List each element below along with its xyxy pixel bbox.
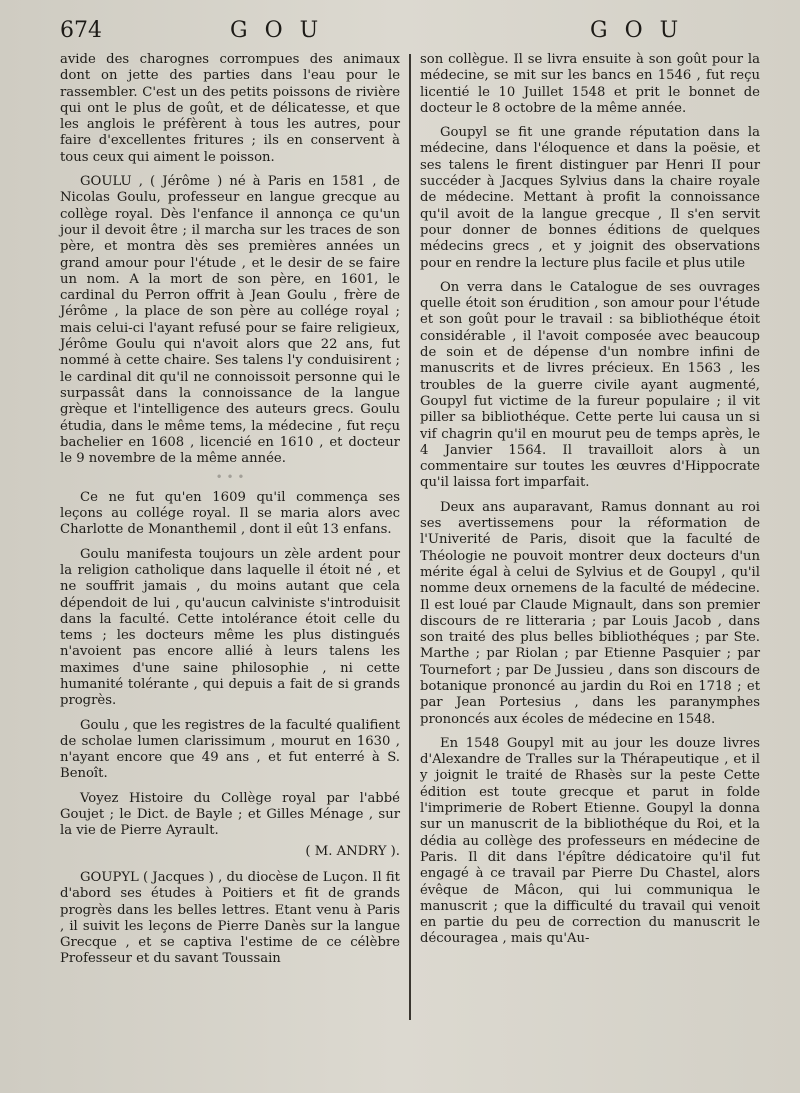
right-column [420, 52, 760, 956]
running-head-right: G O U [590, 18, 684, 43]
entry-goupyl: GOUPYL ( Jacques ) , du diocèse de Luçon. Il fit d'abord ses études à Poitiers et fit de grands progrès dans les belles lettres. Etant venu à Paris , il suivit les leçons de Pierre Danès sur la langue Grecque , et se captiva l'estime de ce célèbre Professeur et du savant Toussain [60, 869, 400, 967]
bleed-through: • • • [215, 470, 245, 485]
paragraph: son collègue. Il se livra ensuite à son goût pour la médecine, se mit sur les bancs en 1546 , fut reçu licentié le 10 Juillet 1548 et prit le bonnet de docteur le 8 octobre de la même année. [420, 52, 760, 116]
left-column [60, 52, 400, 976]
paragraph: Deux ans auparavant, Ramus donnant au roi ses avertissemens pour la réformation de l'Univerité de Paris, disoit que la faculté de Théologie ne pouvoit montrer deux docteurs d'un mérite égal à celui de Sylvius et de Goupyl , qu'il nomme deux ornemens de la faculté de médecine. Il est loué par Claude Mignault, dans son premier discours de re litteraria ; par Louis Jacob , dans son traité des plus belles bibliothéques ; par Ste. Marthe ; par Riolan ; par Etienne Pasquier ; par Tournefort ; par De Jussieu , dans son discours de botanique prononcé au jardin du Roi en 1718 ; et par Jean Portesius , dans les paranymphes prononcés aux écoles de médecine en 1548. [420, 499, 760, 727]
paragraph: En 1548 Goupyl mit au jour les douze livres d'Alexandre de Tralles sur la Thérapeutique , et il y joignit le traité de Rhasès sur la peste Cette édition est toute grecque et parut in folde l'imprimerie de Robert Etienne. Goupyl la donna sur un manuscrit de la bibliothéque du Roi, et la dédia au collège des professeurs en médecine de Paris. Il dit dans l'épître dédicatoire qu'il fut engagé à ce travail par Pierre Du Chastel, alors évêque de Mâcon, qui lui communiqua le manuscrit ; que la difficulté du travail qui venoit en partie du peu de correction du manuscrit le découragea , mais qu'Au- [420, 735, 760, 947]
page-number: 674 [60, 18, 102, 43]
paragraph: Goulu , que les registres de la faculté qualifient de scholae lumen clarissimum , mourut en 1630 , n'ayant encore que 49 ans , et fut enterré à S. Benoît. [60, 717, 400, 782]
paragraph: Goupyl se fit une grande réputation dans la médecine, dans l'éloquence et dans la poësie, et ses talens le firent distinguer par Henri II pour succéder à Jacques Sylvius dans la chaire royale de médecine. Mettant à profit la connoissance qu'il avoit de la langue grecque , Il s'en servit pour donner de bonnes éditions de quelques médecins grecs , et y joignit des observations pour en rendre la lecture plus facile et plus utile [420, 125, 760, 271]
paragraph: Goulu manifesta toujours un zèle ardent pour la religion catholique dans laquelle il étoit né , et ne souffrit jamais , du moins autant que cela dépendoit de lui , qu'aucun calviniste s'introduisit dans la faculté. Cette intolérance étoit celle du tems ; les docteurs même les plus distingués n'avoient pas encore allié à leurs talens les maximes d'une saine philosophie , ni cette humanité tolérante , qui depuis a fait de si grands progrès. [60, 546, 400, 709]
page-header [0, 14, 800, 50]
author-signature: ( M. ANDRY ). [305, 843, 400, 859]
running-head-left: G O U [230, 18, 324, 43]
column-divider [409, 54, 411, 1020]
entry-goulu: GOULU , ( Jérôme ) né à Paris en 1581 , de Nicolas Goulu, professeur en langue grecque au collège royal. Dès l'enfance il annonça ce qu'un jour il devoit être ; il marcha sur les traces de son père, et montra dès ses premières années un grand amour pour l'étude , et le desir de se faire un nom. A la mort de son père, en 1601, le cardinal du Perron offrit à Jean Goulu , frère de Jérôme , la place de son père au collége royal ; mais celui-ci l'ayant refusé pour se faire religieux, Jérôme Goulu qui n'avoit alors que 22 ans, fut nommé à cette chaire. Ses talens l'y conduisirent ; le cardinal dit qu'il ne connoissoit personne qui le surpassât dans la connoissance de la langue grèque et l'intelligence des auteurs grecs. Goulu étudia, dans le même tems, la médecine , fut reçu bachelier en 1608 , licencié en 1610 , et docteur le 9 novembre de la même année. [60, 174, 400, 467]
paragraph: Ce ne fut qu'en 1609 qu'il commença ses leçons au collége royal. Il se maria alors avec Charlotte de Monanthemil , dont il eût 13 enfans. [60, 489, 400, 538]
paragraph: On verra dans le Catalogue de ses ouvrages quelle étoit son érudition , son amour pour l'étude et son goût pour le travail : sa bibliothéque étoit considérable , il l'avoit composée avec beaucoup de soin et de dépense d'un nombre infini de manuscrits et de livres précieux. En 1563 , les troubles de la guerre civile ayant augmenté, Goupyl fut victime de la fureur populaire ; il vit piller sa bibliothéque. Cette perte lui causa un si vif chagrin qu'il en mourut peu de temps après, le 4 Janvier 1564. Il travailloit alors à un commentaire sur toutes les œuvres d'Hippocrate qu'il laissa fort imparfait. [420, 279, 760, 491]
references: Voyez Histoire du Collège royal par l'abbé Goujet ; le Dict. de Bayle ; et Gilles Ménage , sur la vie de Pierre Ayrault. [60, 790, 400, 839]
paragraph: avide des charognes corrompues des animaux dont on jette des parties dans l'eau pour le rassembler. C'est un des petits poissons de rivière qui ont le plus de goût, et de délicatesse, et que les anglois le préfèrent à tous les autres, pour faire d'excellentes fritures ; ils en conservent à tous ceux qui aiment le poisson. [60, 52, 400, 165]
